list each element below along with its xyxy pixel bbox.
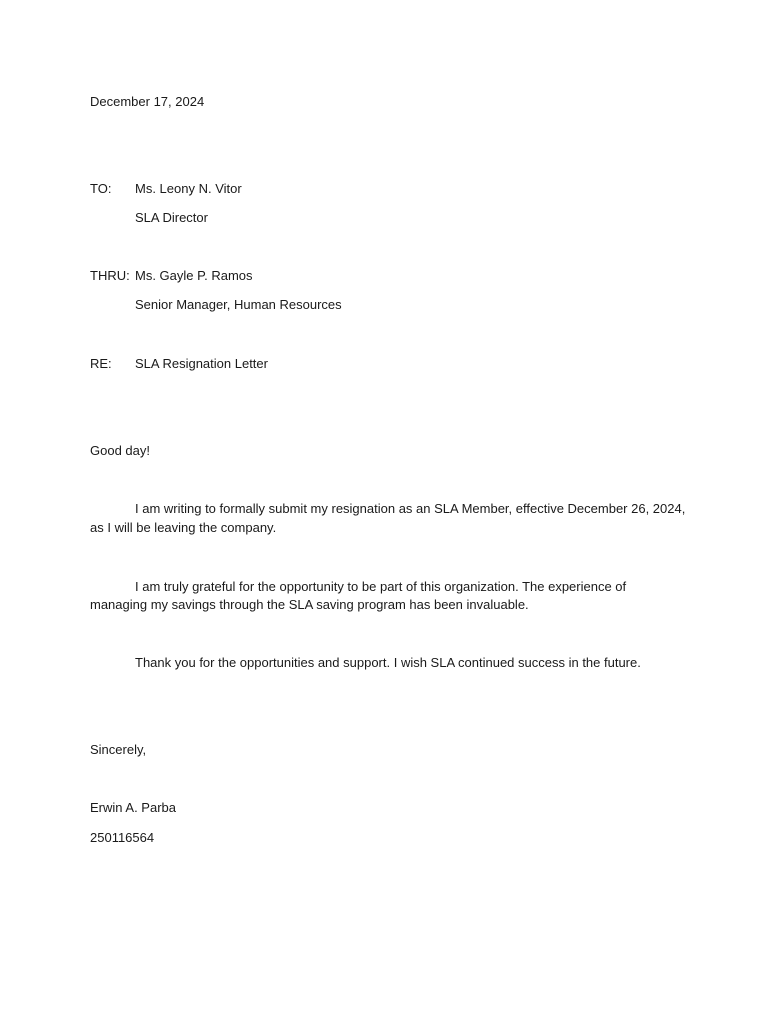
letter-date: December 17, 2024 <box>90 94 205 109</box>
signatory-id: 250116564 <box>90 830 155 845</box>
paragraph-2-line-1: I am truly grateful for the opportunity to be part of this organization. The experience of <box>135 579 627 594</box>
thru-label: THRU: <box>90 268 130 283</box>
to-label: TO: <box>90 181 112 196</box>
paragraph-2-line-2: managing my savings through the SLA saving program has been invaluable. <box>90 597 529 612</box>
to-name: Ms. Leony N. Vitor <box>135 181 242 196</box>
re-label: RE: <box>90 356 112 371</box>
closing: Sincerely, <box>90 742 147 757</box>
paragraph-3-line-1: Thank you for the opportunities and support. I wish SLA continued success in the future. <box>135 655 641 670</box>
signatory-name: Erwin A. Parba <box>90 800 176 815</box>
to-title: SLA Director <box>135 210 208 225</box>
re-subject: SLA Resignation Letter <box>135 356 268 371</box>
paragraph-1-line-1: I am writing to formally submit my resignation as an SLA Member, effective December 26, 2024, <box>135 501 686 516</box>
greeting: Good day! <box>90 443 150 458</box>
thru-name: Ms. Gayle P. Ramos <box>135 268 253 283</box>
paragraph-1-line-2: as I will be leaving the company. <box>90 520 277 535</box>
thru-title: Senior Manager, Human Resources <box>135 297 342 312</box>
